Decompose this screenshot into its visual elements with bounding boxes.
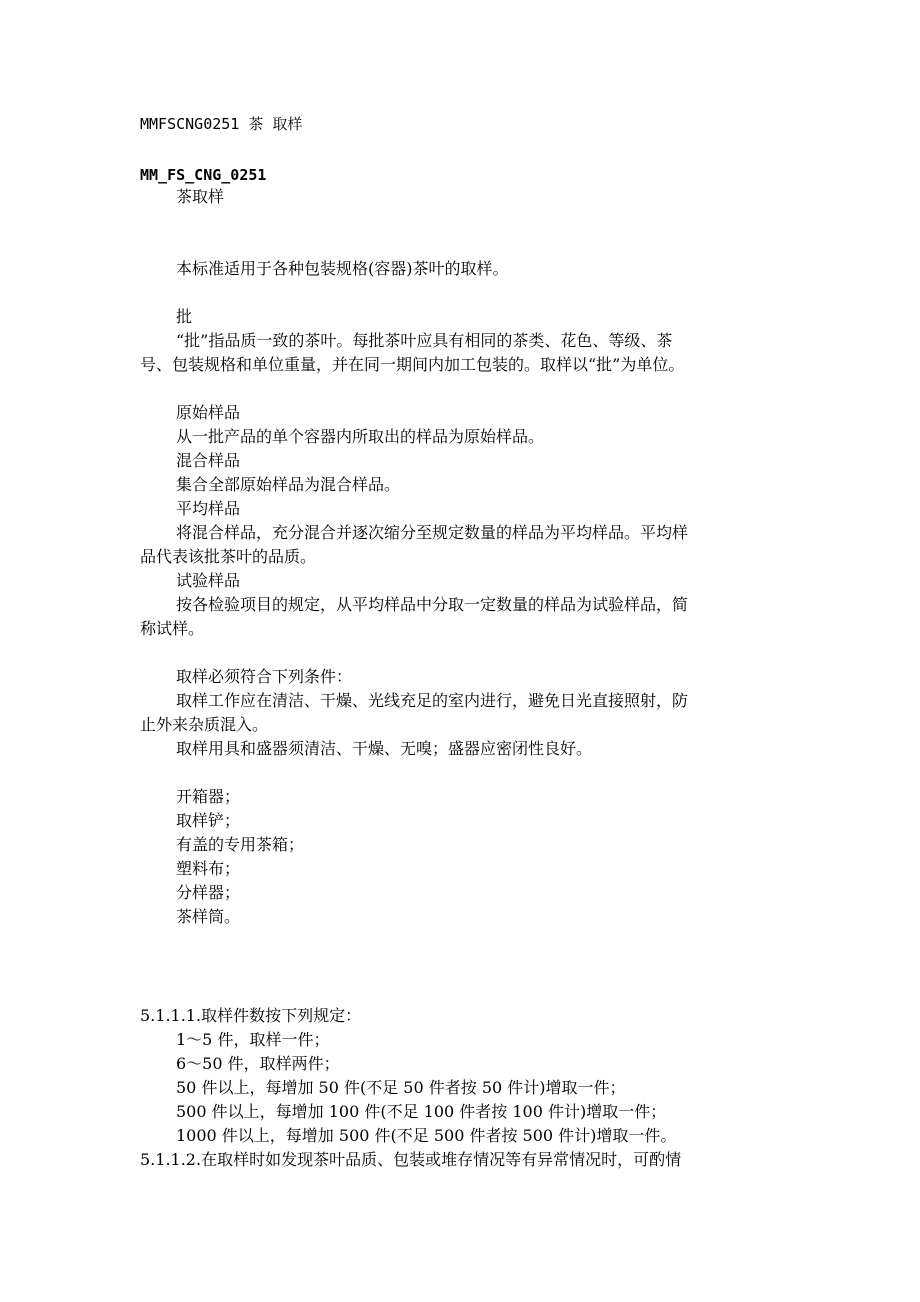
scope-paragraph: 本标准适用于各种包装规格(容器)茶叶的取样。 <box>176 259 509 278</box>
doc-title: MMFSCNG0251 茶 取样 <box>140 115 303 133</box>
doc-subtitle: 茶取样 <box>176 187 225 206</box>
def-average-line2: 品代表该批茶叶的品质。 <box>140 547 317 566</box>
tool-item: 分样器； <box>176 883 241 902</box>
def-mixed-sample: 集合全部原始样品为混合样品。 <box>176 475 401 494</box>
tool-item: 塑料布； <box>176 859 241 878</box>
def-average-line1: 将混合样品，充分混合并逐次缩分至规定数量的样品为平均样品。平均样 <box>176 523 689 542</box>
rule-item: 6～50 件，取样两件； <box>176 1054 340 1073</box>
rule-item: 50 件以上，每增加 50 件(不足 50 件者按 50 件计)增取一件； <box>176 1078 626 1097</box>
rule-5-1-1-1-heading: 5.1.1.1.取样件数按下列规定： <box>140 1006 362 1025</box>
term-mixed-sample: 混合样品 <box>176 451 241 470</box>
rule-item: 1～5 件，取样一件； <box>176 1030 330 1049</box>
term-average-sample: 平均样品 <box>176 499 241 518</box>
def-batch-line2: 号、包装规格和单位重量，并在同一期间内加工包装的。取样以“批”为单位。 <box>140 355 685 374</box>
def-original-sample: 从一批产品的单个容器内所取出的样品为原始样品。 <box>176 427 545 446</box>
term-batch: 批 <box>176 307 193 326</box>
def-test-line1: 按各检验项目的规定，从平均样品中分取一定数量的样品为试验样品，简 <box>176 595 689 614</box>
doc-code: MM_FS_CNG_0251 <box>140 166 267 184</box>
tool-item: 茶样筒。 <box>176 907 241 926</box>
condition-1-line1: 取样工作应在清洁、干燥、光线充足的室内进行，避免日光直接照射，防 <box>176 691 689 710</box>
tool-item: 取样铲； <box>176 811 241 830</box>
tool-item: 有盖的专用茶箱； <box>176 835 305 854</box>
term-test-sample: 试验样品 <box>176 571 241 590</box>
term-original-sample: 原始样品 <box>176 403 241 422</box>
rule-item: 1000 件以上，每增加 500 件(不足 500 件者按 500 件计)增取一件。 <box>176 1126 677 1145</box>
def-test-line2: 称试样。 <box>140 619 205 638</box>
rule-5-1-1-2: 5.1.1.2.在取样时如发现茶叶品质、包装或堆存情况等有异常情况时，可酌情 <box>140 1150 682 1169</box>
rule-item: 500 件以上，每增加 100 件(不足 100 件者按 100 件计)增取一件； <box>176 1102 667 1121</box>
tool-item: 开箱器； <box>176 787 241 806</box>
condition-1-line2: 止外来杂质混入。 <box>140 715 269 734</box>
def-batch-line1: “批”指品质一致的茶叶。每批茶叶应具有相同的茶类、花色、等级、茶 <box>176 331 673 350</box>
conditions-heading: 取样必须符合下列条件： <box>176 667 353 686</box>
condition-2: 取样用具和盛器须清洁、干燥、无嗅；盛器应密闭性良好。 <box>176 739 593 758</box>
